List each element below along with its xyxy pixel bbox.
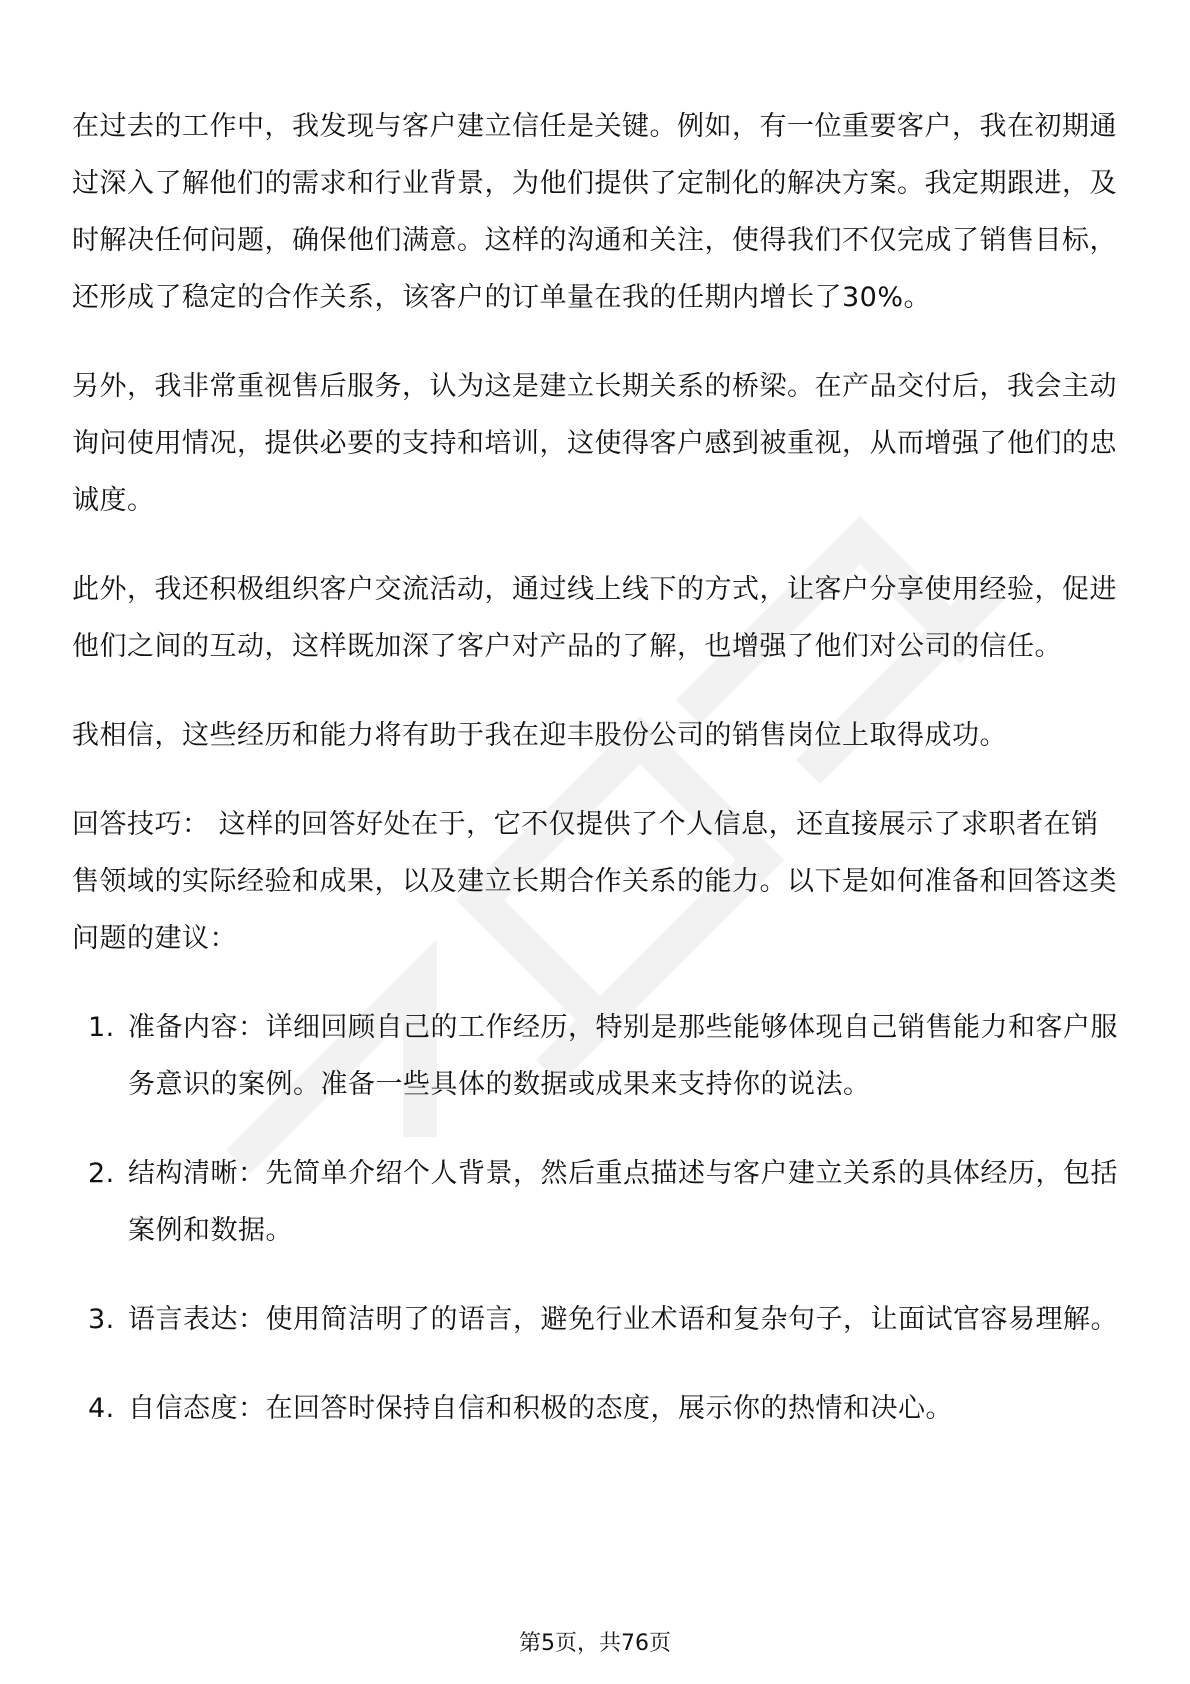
list-number: 2. (88, 1158, 115, 1189)
list-text: 准备内容：详细回顾自己的工作经历，特别是那些能够体现自己销售能力和客户服务意识的案例。准备一些具体的数据或成果来支持你的说法。 (128, 1012, 1118, 1100)
list-text: 结构清晰：先简单介绍个人背景，然后重点描述与客户建立关系的具体经历，包括案例和数据。 (128, 1158, 1118, 1246)
tips-list (72, 999, 1122, 1437)
list-item (72, 1145, 1122, 1259)
list-item (72, 999, 1122, 1113)
list-text: 语言表达：使用简洁明了的语言，避免行业术语和复杂句子，让面试官容易理解。 (128, 1304, 1118, 1335)
list-number: 3. (88, 1304, 115, 1335)
paragraph: 回答技巧： 这样的回答好处在于，它不仅提供了个人信息，还直接展示了求职者在销售领域的实际经验和成果，以及建立长期合作关系的能力。以下是如何准备和回答这类问题的建议： (72, 809, 1117, 954)
paragraph: 在过去的工作中，我发现与客户建立信任是关键。例如，有一位重要客户，我在初期通过深入了解他们的需求和行业背景，为他们提供了定制化的解决方案。我定期跟进，及时解决任何问题，确保他们满意。这样的沟通和关注，使得我们不仅完成了销售目标，还形成了稳定的合作关系，该客户的订单量在我的任期内增长了30%。 (72, 111, 1117, 313)
paragraph: 另外，我非常重视售后服务，认为这是建立长期关系的桥梁。在产品交付后，我会主动询问使用情况，提供必要的支持和培训，这使得客户感到被重视，从而增强了他们的忠诚度。 (72, 371, 1117, 516)
document-body (72, 98, 1122, 1469)
list-number: 1. (88, 1012, 115, 1043)
page-footer: 第5页，共76页 (519, 1631, 671, 1656)
list-item (72, 1380, 1122, 1437)
list-item (72, 1291, 1122, 1348)
list-number: 4. (88, 1393, 115, 1424)
paragraph: 此外，我还积极组织客户交流活动，通过线上线下的方式，让客户分享使用经验，促进他们之间的互动，这样既加深了客户对产品的了解，也增强了他们对公司的信任。 (72, 574, 1117, 662)
list-text: 自信态度：在回答时保持自信和积极的态度，展示你的热情和决心。 (128, 1393, 953, 1424)
paragraph: 我相信，这些经历和能力将有助于我在迎丰股份公司的销售岗位上取得成功。 (72, 720, 1007, 751)
